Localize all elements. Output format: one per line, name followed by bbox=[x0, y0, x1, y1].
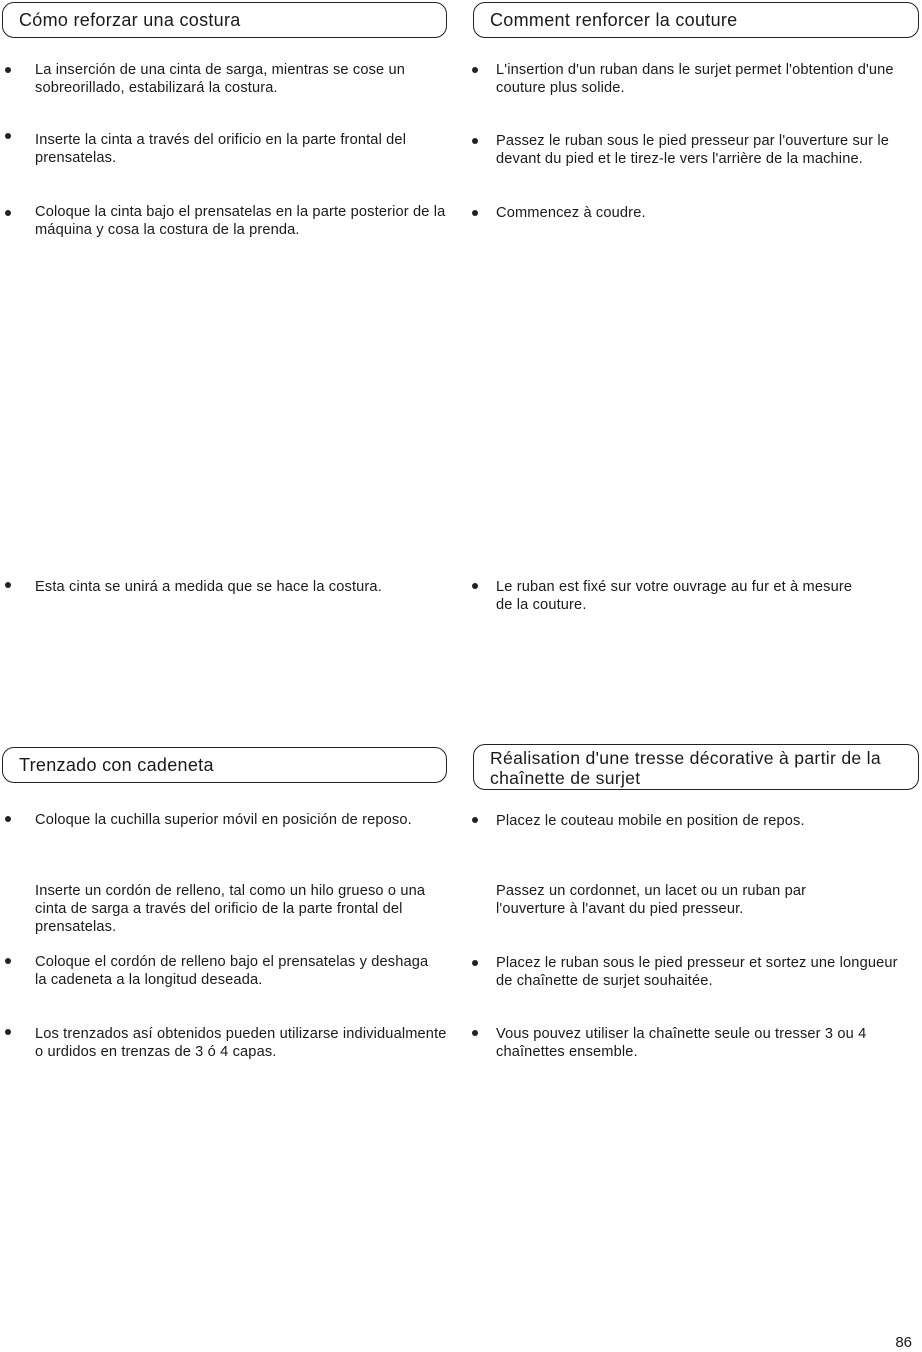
fr-item-8: Vous pouvez utiliser la chaînette seule ou tresser 3 ou 4 chaînettes ensemble. bbox=[496, 1026, 867, 1060]
es-item-2: Inserte la cinta a través del orificio en la parte frontal del prensatelas. bbox=[35, 132, 407, 166]
fr-item-7: Placez le ruban sous le pied presseur et sortez une longueur de chaînette de surjet souhaitée. bbox=[496, 955, 898, 989]
bullet-icon bbox=[5, 1029, 11, 1035]
bullet-icon bbox=[472, 817, 478, 823]
bullet-icon bbox=[5, 582, 11, 588]
heading-spanish-chain-braid bbox=[2, 747, 447, 783]
fr-item-3: Commencez à coudre. bbox=[496, 205, 646, 221]
heading-french-decorative-braid bbox=[473, 744, 919, 790]
es-item-8: Los trenzados así obtenidos pueden utilizarse individualmente o urdidos en trenzas de 3 ó 4 capas. bbox=[35, 1026, 447, 1060]
fr-item-1: L'insertion d'un ruban dans le surjet permet l'obtention d'une couture plus solide. bbox=[496, 62, 894, 96]
bullet-icon bbox=[5, 210, 11, 216]
es-item-6: Inserte un cordón de relleno, tal como un hilo grueso o una cinta de sarga a través del orificio de la parte frontal del prensatelas. bbox=[35, 883, 426, 935]
fr-item-5: Placez le couteau mobile en position de repos. bbox=[496, 813, 805, 829]
heading-spanish-reinforce-seam bbox=[2, 2, 447, 38]
es-item-7: Coloque el cordón de relleno bajo el prensatelas y deshaga la cadeneta a la longitud deseada. bbox=[35, 954, 429, 988]
bullet-icon bbox=[5, 816, 11, 822]
page-number: 86 bbox=[895, 1334, 912, 1351]
heading-text: Comment renforcer la couture bbox=[490, 10, 738, 30]
bullet-icon bbox=[5, 133, 11, 139]
heading-text: Cómo reforzar una costura bbox=[19, 10, 241, 30]
bullet-icon bbox=[472, 1030, 478, 1036]
bullet-icon bbox=[5, 958, 11, 964]
heading-french-reinforce-seam bbox=[473, 2, 919, 38]
es-item-4: Esta cinta se unirá a medida que se hace la costura. bbox=[35, 579, 382, 595]
es-item-1: La inserción de una cinta de sarga, mientras se cose un sobreorillado, estabilizará la costura. bbox=[35, 62, 406, 96]
bullet-icon bbox=[472, 583, 478, 589]
bullet-icon bbox=[5, 67, 11, 73]
fr-item-4: Le ruban est fixé sur votre ouvrage au fur et à mesure de la couture. bbox=[496, 579, 853, 613]
es-item-5: Coloque la cuchilla superior móvil en posición de reposo. bbox=[35, 812, 412, 828]
bullet-icon bbox=[472, 67, 478, 73]
bullet-icon bbox=[472, 210, 478, 216]
bullet-icon bbox=[472, 960, 478, 966]
heading-text: Réalisation d'une tresse décorative à partir de la chaînette de surjet bbox=[490, 748, 881, 788]
fr-item-2: Passez le ruban sous le pied presseur par l'ouverture sur le devant du pied et le tirez-le vers l'arrière de la machine. bbox=[496, 133, 890, 167]
bullet-icon bbox=[472, 138, 478, 144]
fr-item-6: Passez un cordonnet, un lacet ou un ruban par l'ouverture à l'avant du pied presseur. bbox=[496, 883, 807, 917]
heading-text: Trenzado con cadeneta bbox=[19, 755, 214, 775]
es-item-3: Coloque la cinta bajo el prensatelas en la parte posterior de la máquina y cosa la costura de la prenda. bbox=[35, 204, 446, 238]
